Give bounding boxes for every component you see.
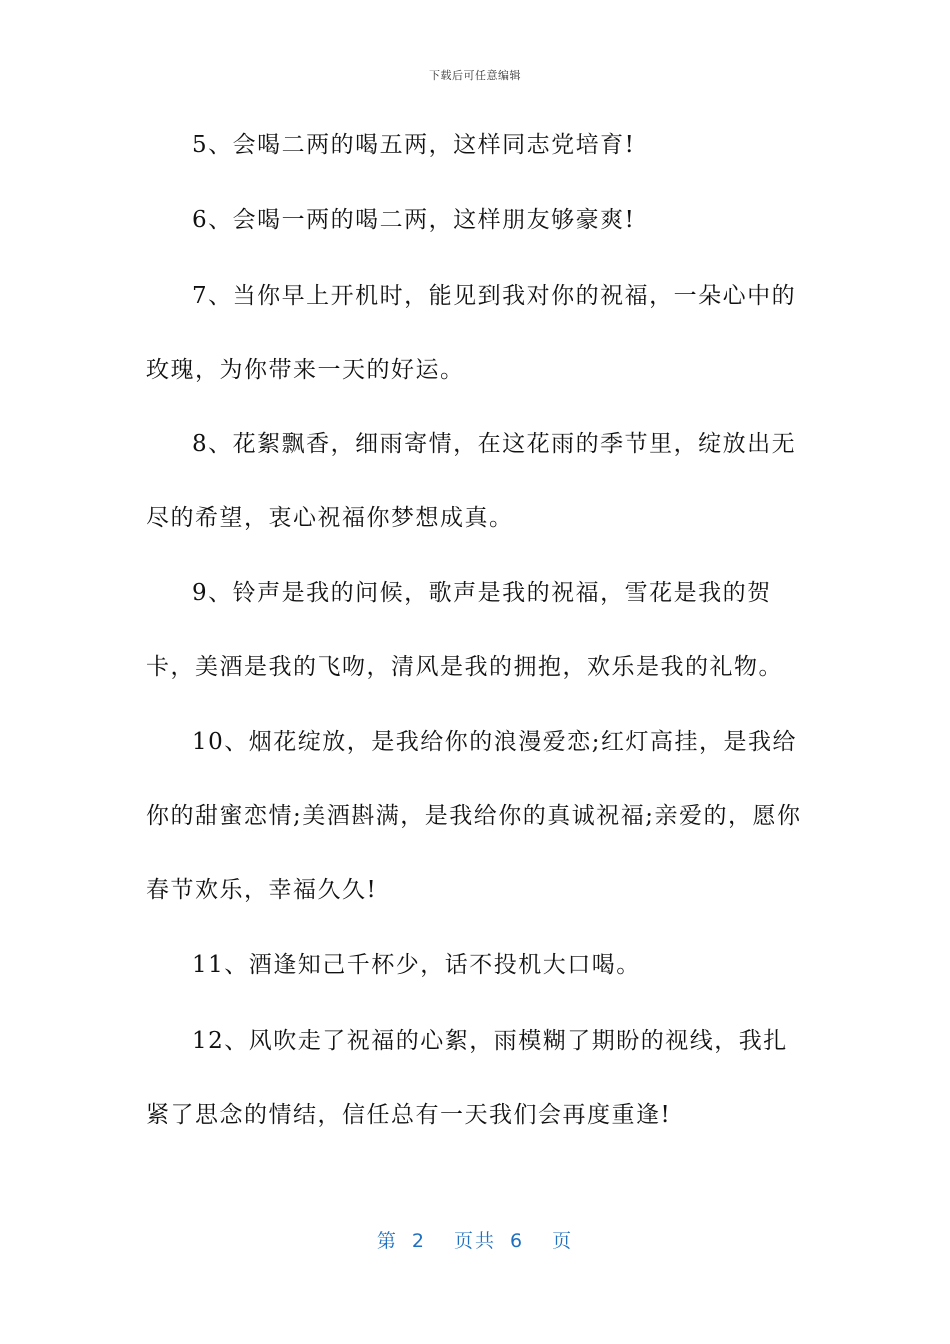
page-prefix: 第 <box>376 1230 398 1252</box>
paragraph-8: 8、花絮飘香，细雨寄情，在这花雨的季节里，绽放出无尽的希望，衷心祝福你梦想成真。 <box>146 431 797 531</box>
page-mid: 页共 <box>453 1230 496 1252</box>
paragraph-7: 7、当你早上开机时，能见到我对你的祝福，一朵心中的玫瑰，为你带来一天的好运。 <box>146 283 797 383</box>
page-footer <box>0 1226 950 1253</box>
paragraph-6: 6、会喝一两的喝二两，这样朋友够豪爽! <box>192 207 636 233</box>
paragraph-10: 10、烟花绽放，是我给你的浪漫爱恋;红灯高挂，是我给你的甜蜜恋情;美酒斟满，是我给你的真诚祝福;亲爱的，愿你春节欢乐，幸福久久! <box>146 729 802 903</box>
header-note: 下载后可任意编辑 <box>429 69 521 82</box>
paragraph-9: 9、铃声是我的问候，歌声是我的祝福，雪花是我的贺卡，美酒是我的飞吻，清风是我的拥抱，欢乐是我的礼物。 <box>146 580 783 680</box>
paragraph-11: 11、酒逢知己千杯少，话不投机大口喝。 <box>192 952 641 978</box>
paragraph-12: 12、风吹走了祝福的心絮，雨模糊了期盼的视线，我扎紧了思念的情结，信任总有一天我们会再度重逢! <box>146 1028 788 1128</box>
page-suffix: 页 <box>552 1230 574 1252</box>
paragraph-5: 5、会喝二两的喝五两，这样同志党培育! <box>192 132 636 158</box>
total-pages-number: 6 <box>510 1230 525 1252</box>
current-page-number: 2 <box>411 1230 426 1252</box>
